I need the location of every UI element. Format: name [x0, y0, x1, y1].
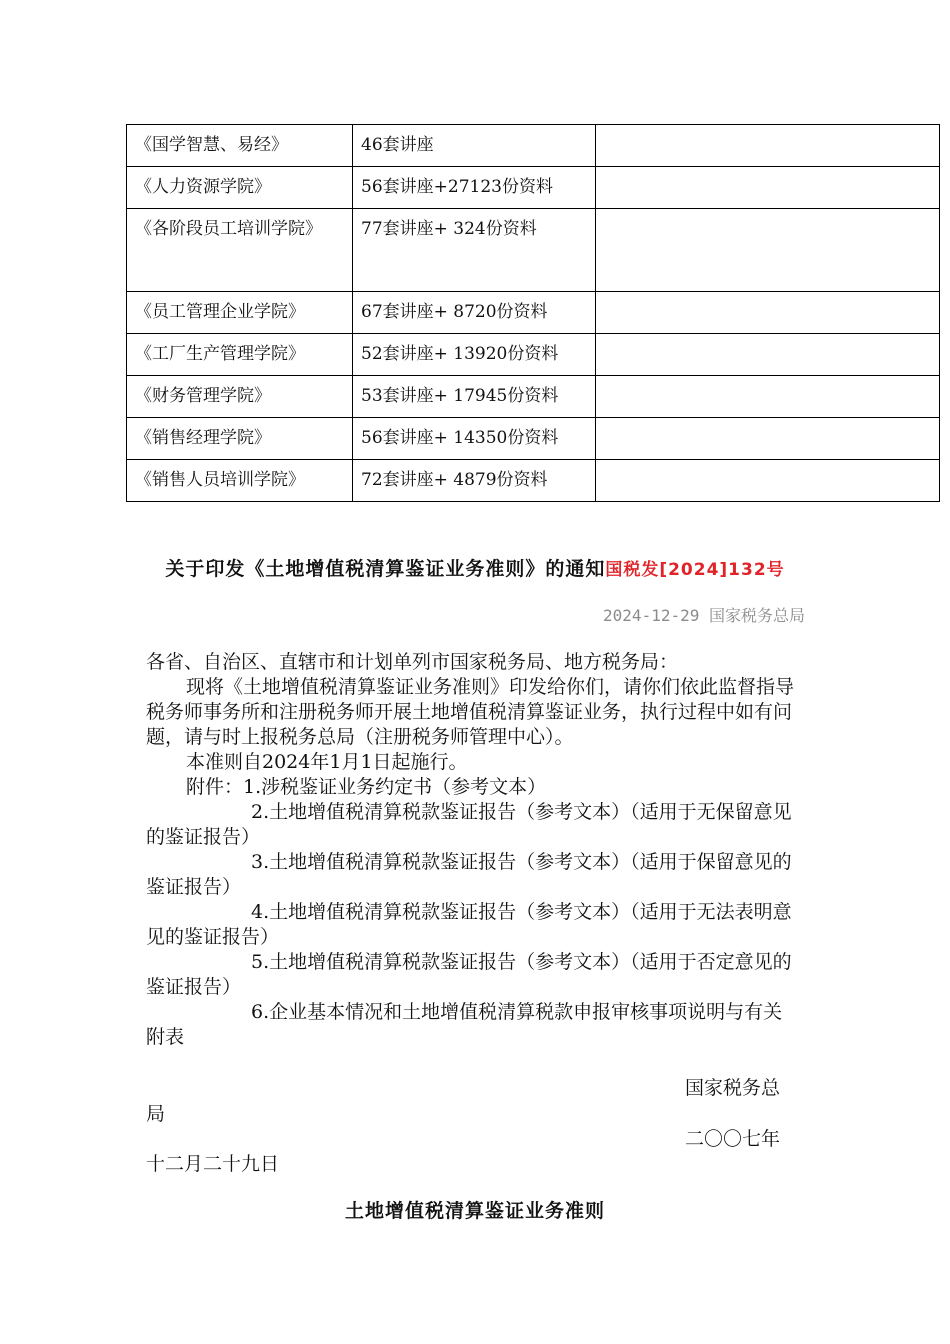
attachment-item: 附件：1.涉税鉴证业务约定书（参考文本） [186, 776, 547, 798]
course-name: 《人力资源学院》 [127, 167, 353, 209]
course-name: 《工厂生产管理学院》 [127, 334, 353, 376]
course-name: 《各阶段员工培训学院》 [127, 209, 353, 292]
course-content: 52套讲座+ 13920份资料 [353, 334, 596, 376]
course-content: 72套讲座+ 4879份资料 [353, 460, 596, 502]
table-row [127, 292, 940, 334]
standard-title: 土地增值税清算鉴证业务准则 [344, 1200, 605, 1222]
salutation: 各省、自治区、直辖市和计划单列市国家税务局、地方税务局： [146, 651, 679, 673]
course-extra [596, 292, 940, 334]
course-name: 《销售经理学院》 [127, 418, 353, 460]
notice-title [0, 554, 950, 581]
date-line-2: 十二月二十九日 [146, 1153, 280, 1175]
signature-line-2: 局 [146, 1103, 166, 1125]
course-extra [596, 376, 940, 418]
course-content: 77套讲座+ 324份资料 [353, 209, 596, 292]
paragraph-1: 现将《土地增值税清算鉴证业务准则》印发给你们，请你们依此监督指导税务师事务所和注册税务师开展土地增值税清算鉴证业务，执行过程中如有问题，请与时上报税务总局（注册税务师管理中心）。 [146, 676, 795, 748]
course-name: 《财务管理学院》 [127, 376, 353, 418]
course-extra [596, 125, 940, 167]
course-extra [596, 167, 940, 209]
course-content: 53套讲座+ 17945份资料 [353, 376, 596, 418]
course-name: 《国学智慧、易经》 [127, 125, 353, 167]
attachment-item: 4.土地增值税清算税款鉴证报告（参考文本）（适用于无法表明意见的鉴证报告） [146, 901, 792, 948]
date-line-1: 二〇〇七年 [685, 1128, 781, 1150]
course-content: 46套讲座 [353, 125, 596, 167]
table-row [127, 209, 940, 292]
signature-line-1: 国家税务总 [685, 1077, 781, 1099]
course-content: 67套讲座+ 8720份资料 [353, 292, 596, 334]
attachment-item: 6.企业基本情况和土地增值税清算税款申报审核事项说明与有关附表 [146, 1001, 783, 1048]
notice-title-text: 关于印发《土地增值税清算鉴证业务准则》的通知 [165, 558, 606, 580]
course-extra [596, 460, 940, 502]
course-name: 《员工管理企业学院》 [127, 292, 353, 334]
dateline: 2024-12-29 国家税务总局 [603, 606, 805, 625]
doc-number: 国税发[2024]132号 [605, 560, 785, 580]
course-name: 《销售人员培训学院》 [127, 460, 353, 502]
attachment-item: 5.土地增值税清算税款鉴证报告（参考文本）（适用于否定意见的鉴证报告） [146, 951, 792, 998]
table-row [127, 460, 940, 502]
course-content: 56套讲座+ 14350份资料 [353, 418, 596, 460]
course-content: 56套讲座+27123份资料 [353, 167, 596, 209]
attachment-item: 2.土地增值税清算税款鉴证报告（参考文本）（适用于无保留意见的鉴证报告） [146, 801, 792, 848]
notice-body [146, 650, 796, 1050]
course-extra [596, 209, 940, 292]
course-extra [596, 334, 940, 376]
paragraph-2: 本准则自2024年1月1日起施行。 [186, 751, 468, 773]
course-table [126, 124, 940, 502]
course-extra [596, 418, 940, 460]
table-row [127, 167, 940, 209]
table-row [127, 376, 940, 418]
attachment-item: 3.土地增值税清算税款鉴证报告（参考文本）（适用于保留意见的鉴证报告） [146, 851, 792, 898]
table-row [127, 334, 940, 376]
table-row [127, 125, 940, 167]
table-row [127, 418, 940, 460]
